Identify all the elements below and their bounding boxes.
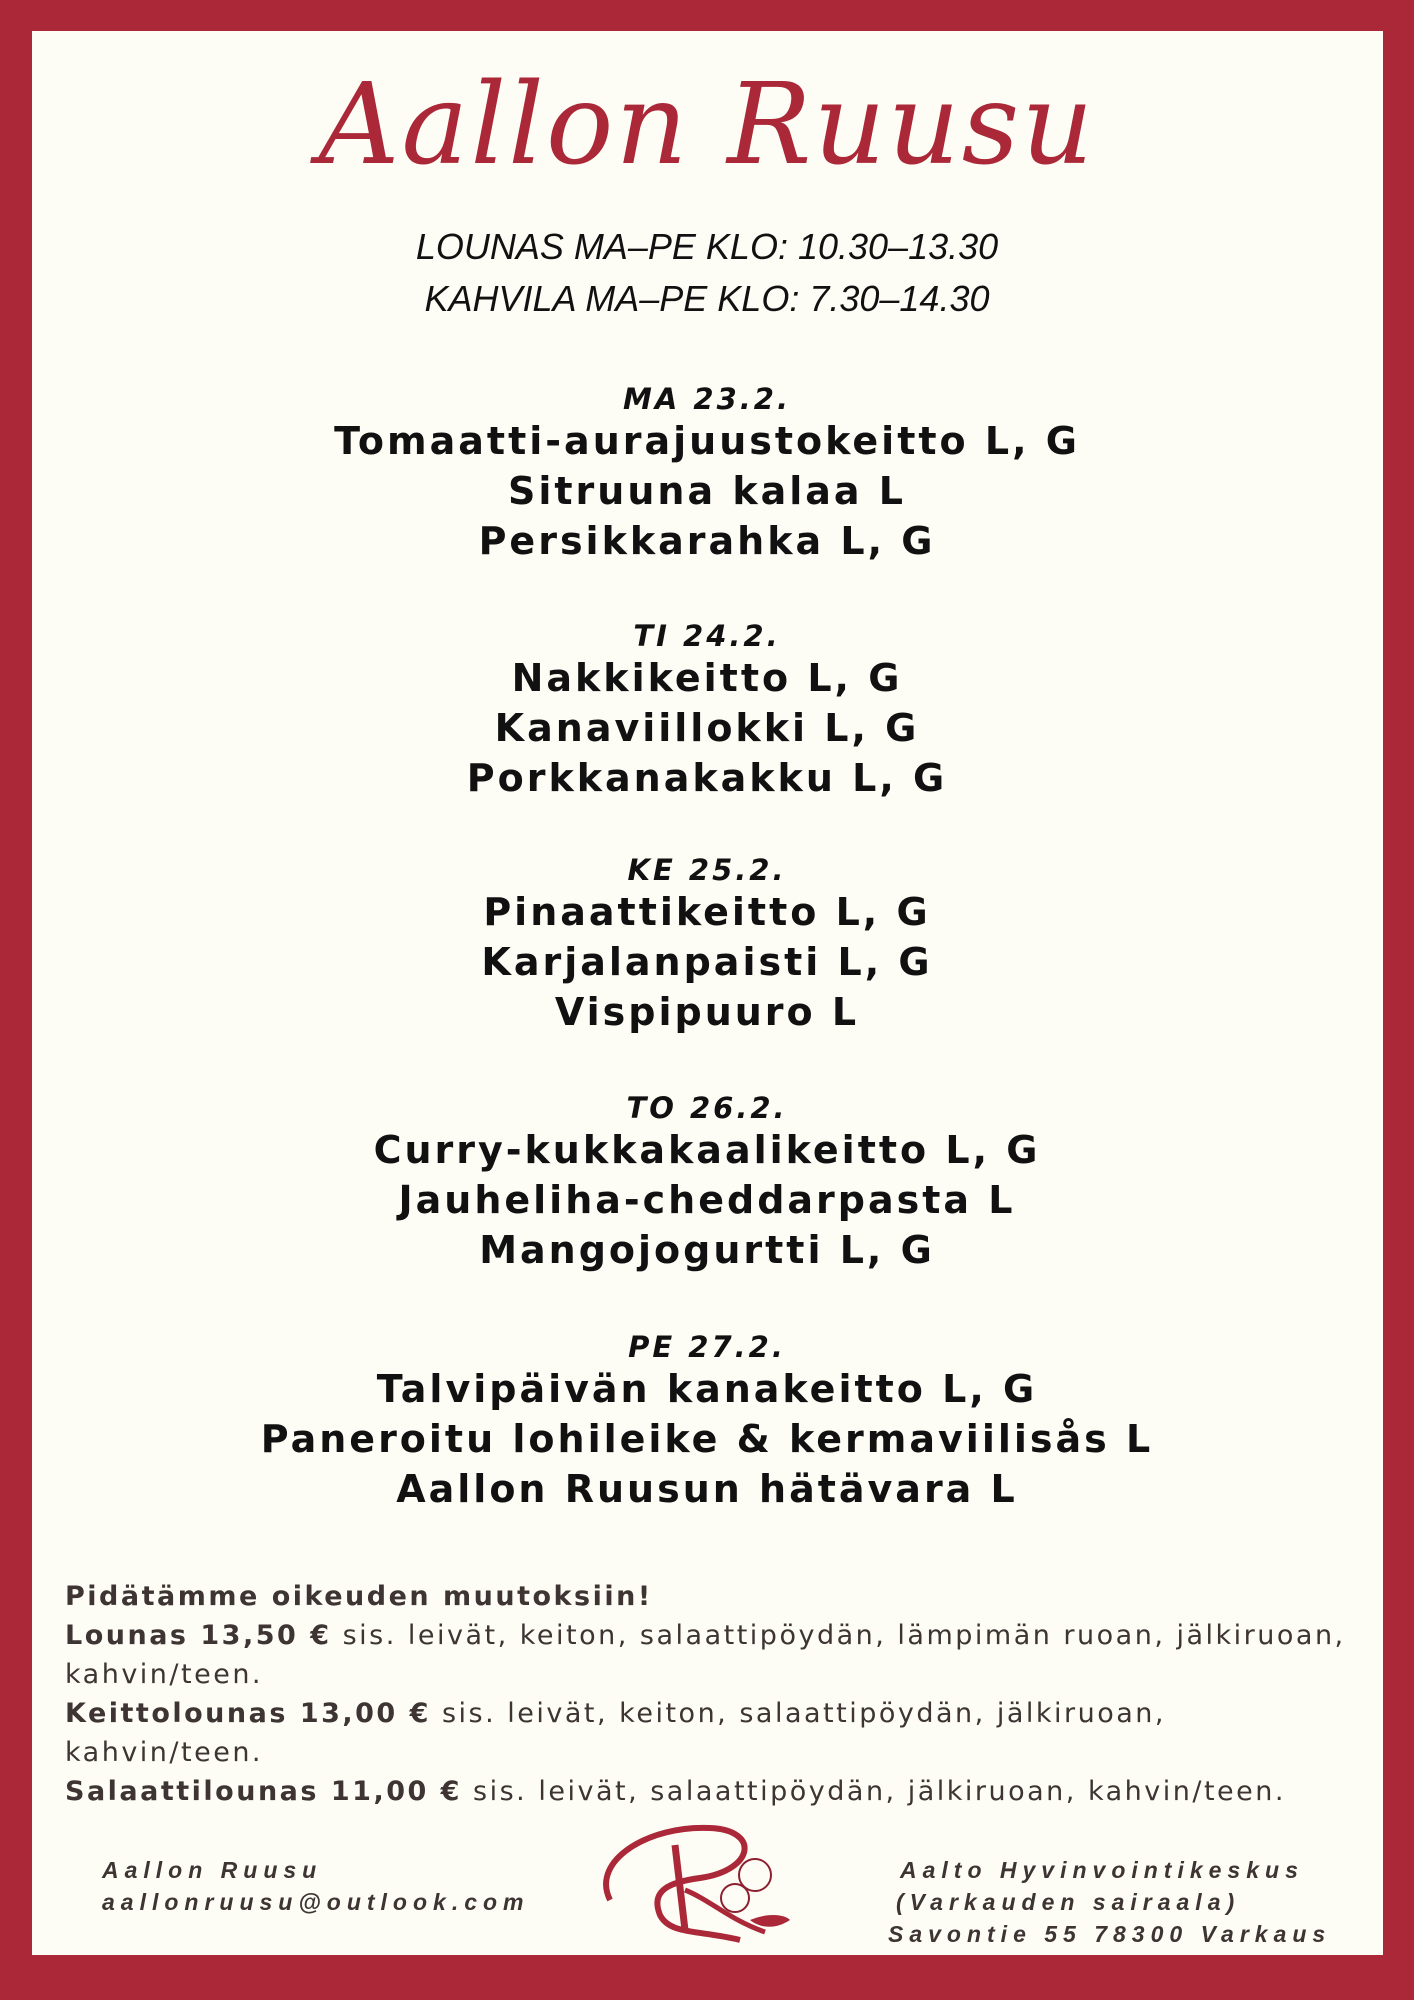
address <box>888 1854 1331 1950</box>
dish: Vispipuuro L <box>554 990 860 1034</box>
price-lounas: Lounas 13,50 € sis. leivät, keiton, salaattipöydän, lämpimän ruoan, jälkiruoan, kahvin/teen. <box>65 1620 1346 1690</box>
day-wednesday <box>0 853 1414 1037</box>
contact-info <box>102 1854 530 1918</box>
address-line: (Varkauden sairaala) <box>896 1889 1241 1915</box>
cafe-hours: KAHVILA MA–PE KLO: 7.30–14.30 <box>424 278 990 319</box>
price-info <box>65 1577 1355 1811</box>
dish: Karjalanpaisti L, G <box>481 940 933 984</box>
dish: Sitruuna kalaa L <box>508 469 906 513</box>
day-label: MA 23.2. <box>623 382 791 416</box>
dish: Nakkikeitto L, G <box>511 656 903 700</box>
day-friday <box>0 1330 1414 1514</box>
day-tuesday <box>0 619 1414 803</box>
day-label: TO 26.2. <box>626 1091 788 1125</box>
dish: Aallon Ruusun hätävara L <box>396 1467 1018 1511</box>
dish: Mangojogurtti L, G <box>479 1228 935 1272</box>
dish: Talvipäivän kanakeitto L, G <box>376 1367 1038 1411</box>
dish: Pinaattikeitto L, G <box>483 890 931 934</box>
changes-notice: Pidätämme oikeuden muutoksiin! <box>65 1581 653 1612</box>
dish: Paneroitu lohileike & kermaviilisås L <box>260 1417 1154 1461</box>
restaurant-title: Aallon Ruusu <box>318 60 1096 190</box>
day-monday <box>0 382 1414 566</box>
contact-email[interactable]: aallonruusu@outlook.com <box>102 1889 530 1915</box>
dish: Tomaatti-aurajuustokeitto L, G <box>334 419 1080 463</box>
day-thursday <box>0 1091 1414 1275</box>
day-label: PE 27.2. <box>628 1330 786 1364</box>
address-line: Aalto Hyvinvointikeskus <box>900 1857 1304 1883</box>
address-line: Savontie 55 78300 Varkaus <box>888 1921 1332 1947</box>
dish: Persikkarahka L, G <box>478 519 936 563</box>
price-salaattilounas: Salaattilounas 11,00 € sis. leivät, salaattipöydän, jälkiruoan, kahvin/teen. <box>65 1776 1286 1807</box>
day-label: TI 24.2. <box>633 619 781 653</box>
rose-logo-icon <box>590 1820 810 1948</box>
dish: Porkkanakakku L, G <box>466 756 948 800</box>
price-keittolounas: Keittolounas 13,00 € sis. leivät, keiton, salaattipöydän, jälkiruoan, kahvin/teen. <box>65 1698 1166 1768</box>
contact-name: Aallon Ruusu <box>102 1857 323 1883</box>
lunch-hours: LOUNAS MA–PE KLO: 10.30–13.30 <box>415 226 999 267</box>
dish: Curry-kukkakaalikeitto L, G <box>373 1128 1041 1172</box>
day-label: KE 25.2. <box>627 853 787 887</box>
dish: Jauheliha-cheddarpasta L <box>398 1178 1016 1222</box>
dish: Kanaviillokki L, G <box>494 706 920 750</box>
